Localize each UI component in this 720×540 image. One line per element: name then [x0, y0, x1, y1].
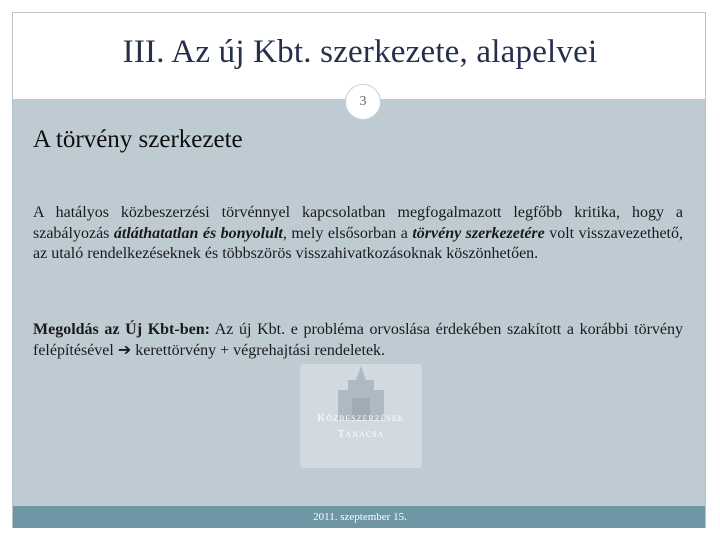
slide-title: III. Az új Kbt. szerkezete, alapelvei	[122, 34, 598, 70]
emphasis-text: átláthatatlan és bonyolult	[113, 224, 283, 242]
paragraph-solution	[33, 320, 683, 361]
slide-number-badge: 3	[345, 84, 381, 120]
footer-date: 2011. szeptember 15.	[313, 511, 407, 523]
logo-text-line1: Közbeszerzések	[317, 412, 405, 424]
paragraph-criticism	[33, 203, 683, 265]
divider-right	[381, 98, 705, 99]
logo-text-line2: Tanácsa	[337, 428, 385, 440]
section-heading: A törvény szerkezete	[33, 126, 243, 153]
solution-lead: Megoldás az Új Kbt-ben:	[33, 321, 210, 338]
arrow-icon: ➔	[117, 341, 132, 359]
paragraph-text: , mely elsősorban a	[282, 224, 413, 242]
paragraph-text: A hatályos közbeszerzési törvénnyel kapcsolatban megfogalmazott legfőbb kritika, hogy a szabályozás	[33, 204, 683, 242]
paragraph-text: Az új Kbt. e probléma orvoslása érdekében szakított a korábbi törvény felépítésével	[33, 321, 684, 359]
paragraph-text: volt visszavezethető, az utaló rendelkezéseknek és többszörös visszahivatkozásoknak köszönhetően.	[33, 224, 683, 262]
divider-left	[13, 98, 345, 99]
emphasis-text: törvény szerkezetére	[412, 224, 545, 242]
paragraph-text: kerettörvény + végrehajtási rendeletek.	[131, 341, 386, 359]
